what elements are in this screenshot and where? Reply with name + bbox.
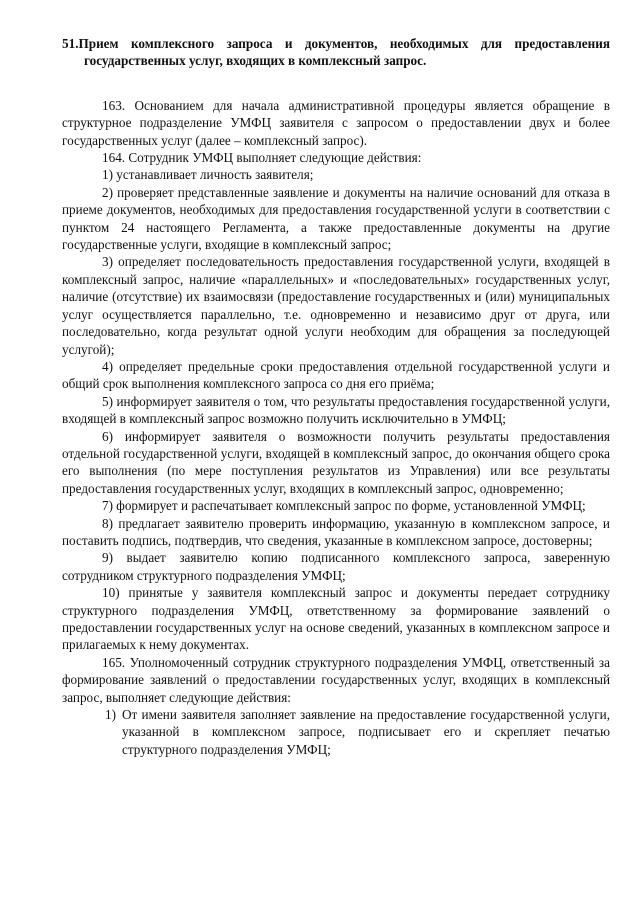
document-page	[62, 35, 610, 758]
paragraph-163: 163. Основанием для начала административной процедуры является обращение в структурное подразделение УМФЦ заявителя с запросом о предоставлении двух и более государственных услуг (далее – комплексный запрос).	[62, 97, 610, 148]
paragraph-item-1: 1) устанавливает личность заявителя;	[102, 167, 314, 183]
list-item-number: 1)	[105, 707, 116, 723]
paragraph-item-4: 4) определяет предельные сроки предоставления отдельной государственной услуги и общий срок выполнения комплексного запроса со дня его приёма;	[62, 358, 610, 392]
paragraph-item-5: 5) информирует заявителя о том, что результаты предоставления государственной услуги, входящей в комплексный запрос возможно получить исключительно в УМФЦ;	[62, 393, 610, 427]
section-heading: 51.Прием комплексного запроса и документов, необходимых для предоставления государственных услуг, входящих в комплексный запрос.	[62, 36, 610, 69]
paragraph-item-10: 10) принятые у заявителя комплексный запрос и документы передает сотруднику структурного подразделения УМФЦ, ответственному за формирование заявлений о предоставлении государственных услуг на основе сведений, указанных в комплексном запросе и прилагаемых к нему документах.	[62, 585, 610, 653]
paragraph-item-9: 9) выдает заявителю копию подписанного комплексного запроса, заверенную сотрудником структурного подразделения УМФЦ;	[62, 550, 610, 583]
list-item-text: От имени заявителя заполняет заявление на предоставление государственной услуги, указанной в комплексном запросе, подписывает его и скрепляет печатью структурного подразделения УМФЦ;	[122, 707, 610, 757]
paragraph-item-3: 3) определяет последовательность предоставления государственной услуги, входящей в комплексный запрос, наличие «параллельных» и «последовательных» государственных услуг, наличие (отсутствие) их взаимосвязи (предоставление государственных и (или) муниципальных услуг осуществляется параллельно, т.е. одновременно и независимо друг от друга, или последовательно, когда результат одной услуги необходим для обращения за последующей услугой);	[62, 254, 610, 357]
paragraph-item-8: 8) предлагает заявителю проверить информацию, указанную в комплексном запросе, и поставить подпись, подтвердив, что сведения, указанные в комплексном запросе, достоверны;	[62, 515, 610, 548]
paragraph-164: 164. Сотрудник УМФЦ выполняет следующие действия:	[102, 150, 422, 166]
paragraph-item-7: 7) формирует и распечатывает комплексный запрос по форме, установленной УМФЦ;	[102, 498, 586, 514]
paragraph-165: 165. Уполномоченный сотрудник структурного подразделения УМФЦ, ответственный за формирование заявлений о предоставлении государственных услуг, входящих в комплексный запрос, выполняет следующие действия:	[62, 654, 610, 705]
paragraph-item-2: 2) проверяет представленные заявление и документы на наличие оснований для отказа в приеме документов, необходимых для предоставления государственной услуги в соответствии с пунктом 24 настоящего Регламента, а также предоставленные документы на другие государственные услуги, входящие в комплексный запрос;	[62, 184, 610, 253]
paragraph-item-6: 6) информирует заявителя о возможности получить результаты предоставления отдельной государственной услуги, входящей в комплексный запрос, до окончания общего срока его выполнения (по мере поступления результатов из Управления) или все результаты предоставления государственных услуг, входящих в комплексный запрос, одновременно;	[62, 428, 610, 496]
list-item	[62, 706, 610, 758]
